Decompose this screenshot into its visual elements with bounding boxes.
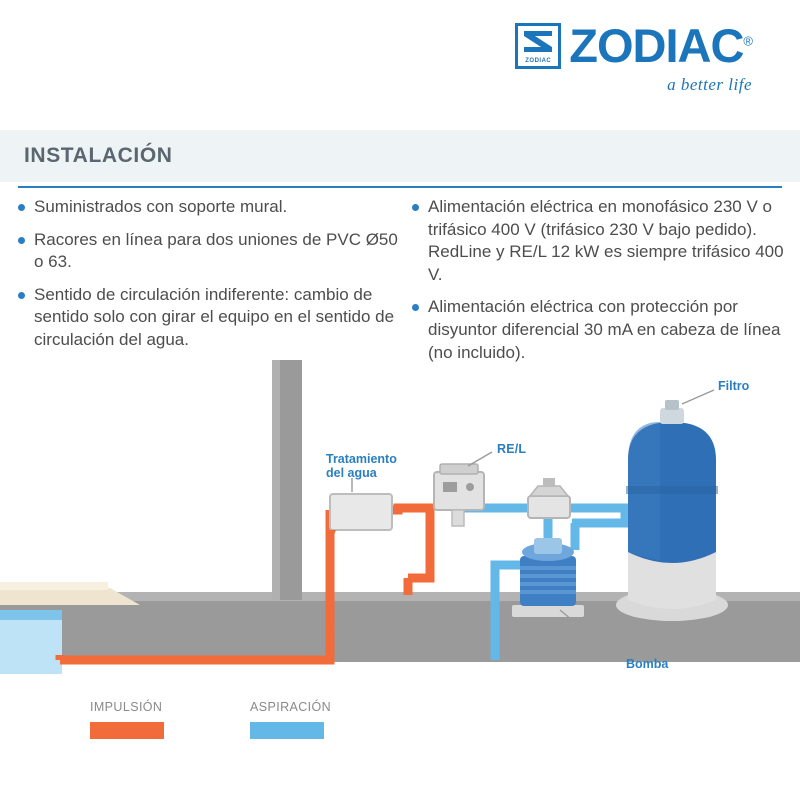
bullet-dot-icon: [412, 204, 419, 211]
list-item: [412, 196, 800, 286]
section-header: [0, 130, 800, 182]
filter-unit: [616, 400, 728, 621]
legend-swatch-aspiracion: [250, 722, 324, 739]
pump-motor: [520, 556, 576, 606]
bullet-text: Alimentación eléctrica en monofásico 230 V o trifásico 400 V (trifásico 230 V bajo pedido). RedLine y RE/L 12 kW es siempre trifásico 400 V.: [428, 197, 784, 284]
bullet-text: Racores en línea para dos uniones de PVC Ø50 o 63.: [34, 229, 398, 272]
bullet-dot-icon: [18, 237, 25, 244]
back-wall-highlight: [272, 360, 280, 600]
pump-unit: [512, 538, 584, 617]
bullet-dot-icon: [18, 204, 25, 211]
registered-mark: ®: [743, 33, 752, 49]
multiport-valve: [528, 478, 570, 518]
filter-leader-line: [682, 390, 714, 404]
list-item: [412, 296, 800, 364]
legend-label: IMPULSIÓN: [90, 700, 163, 714]
header-divider: [18, 186, 782, 188]
bullet-column-right: [412, 196, 800, 374]
legend-item-aspiracion: [250, 700, 331, 739]
brand-tagline: a better life: [667, 75, 752, 94]
bullet-dot-icon: [18, 292, 25, 299]
brand-logo-row: [492, 19, 752, 72]
bullet-column-left: [0, 196, 412, 374]
pump-label: Bomba: [626, 657, 669, 671]
bullet-text: Sentido de circulación indiferente: cambio de sentido solo con girar el equipo en el sentido de circulación del agua.: [34, 284, 395, 350]
legend-item-impulsion: [90, 700, 164, 739]
filter-valve: [660, 408, 684, 424]
bullet-dot-icon: [412, 304, 419, 311]
page-title: INSTALACIÓN: [24, 144, 173, 167]
water-treatment-label-line2: del agua: [326, 466, 377, 480]
pool-waterline: [0, 610, 62, 620]
pump-base: [512, 605, 584, 617]
filter-label: Filtro: [718, 379, 750, 393]
brand-logo: [492, 19, 752, 100]
list-item: [18, 284, 412, 352]
zigzag-icon: [522, 29, 554, 55]
legend-label: ASPIRACIÓN: [250, 700, 332, 714]
water-treatment-unit: [330, 494, 392, 530]
zodiac-mark-label: ZODIAC: [525, 57, 552, 64]
bullet-text: Suministrados con soporte mural.: [34, 197, 288, 216]
pool-coping: [0, 588, 140, 605]
brand-wordmark: [569, 19, 752, 72]
pool-edge: [0, 582, 108, 590]
water-treatment-label-line1: Tratamiento: [326, 452, 397, 466]
list-item: [18, 229, 412, 274]
legend: [0, 700, 800, 760]
rel-label: RE/L: [497, 442, 527, 456]
pump-lid: [534, 538, 562, 554]
list-item: [18, 196, 412, 219]
bullet-text: Alimentación eléctrica con protección por disyuntor diferencial 30 mA en cabeza de línea (no incluido).: [428, 297, 781, 362]
rel-unit: [434, 464, 484, 526]
zodiac-mark-icon: [515, 23, 561, 69]
bullet-columns: [0, 196, 800, 374]
brand-name-text: ZODIAC: [569, 19, 744, 72]
legend-swatch-impulsion: [90, 722, 164, 739]
rel-leader-line: [468, 452, 492, 466]
